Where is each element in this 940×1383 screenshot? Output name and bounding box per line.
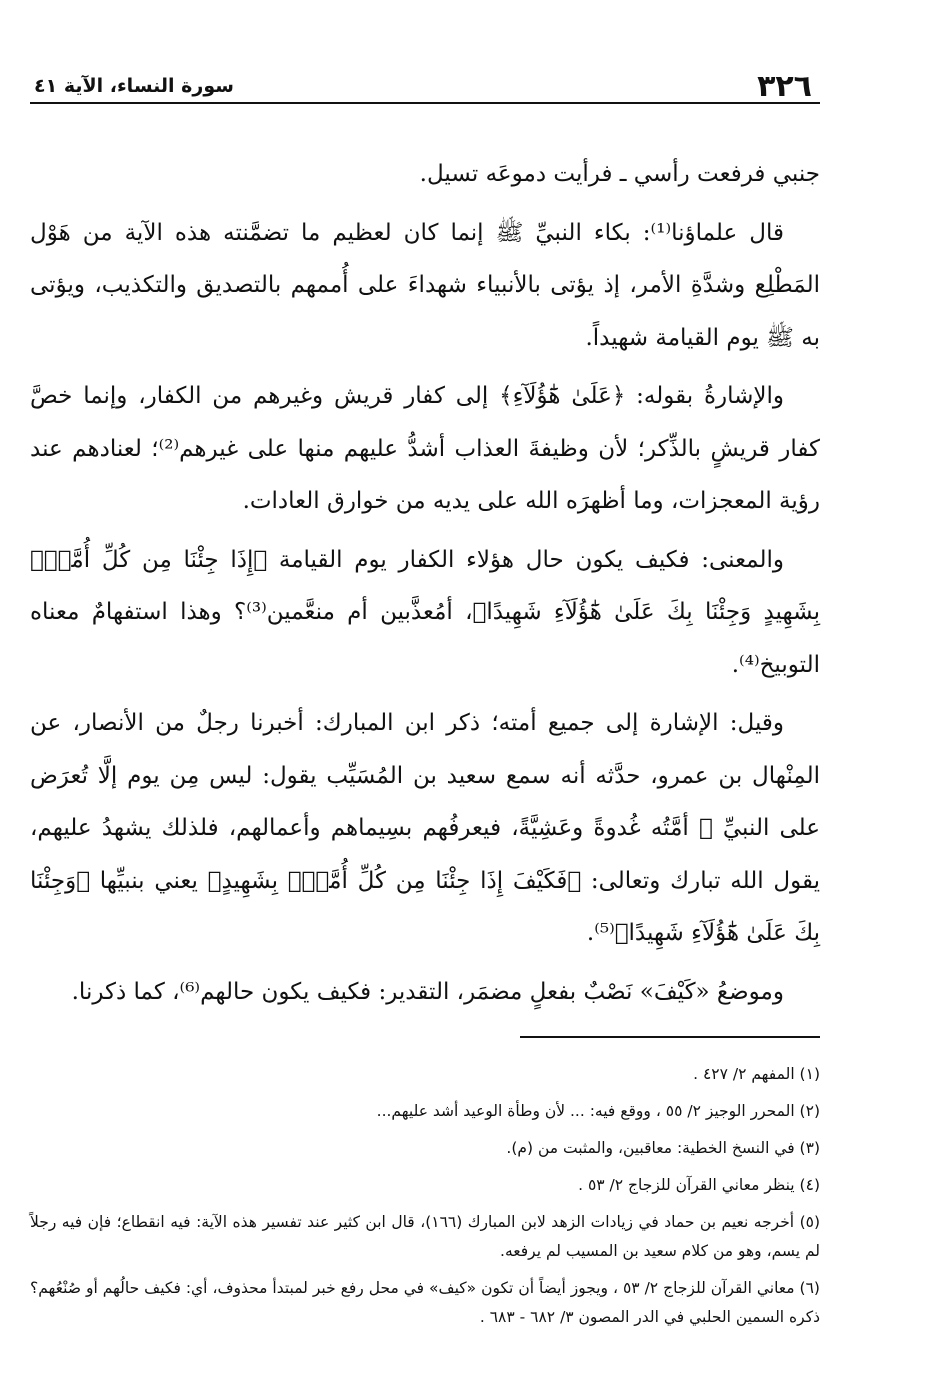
footnote-divider xyxy=(520,1036,820,1038)
main-text xyxy=(30,148,820,1024)
paragraph-6: وموضعُ «كَيْفَ» نَصْبٌ بفعلٍ مضمَر، التقدير: فكيف يكون حالهم⁽⁶⁾، كما ذكرنا. xyxy=(71,978,784,1005)
paragraph-5: وقيل: الإشارة إلى جميع أمته؛ ذكر ابن المبارك: أخبرنا رجلٌ من الأنصار، عن المِنْهال بن عمرو، حدَّثه أنه سمع سعيد بن المُسَيِّب يقول: ليس مِن يوم إلَّا تُعرَض على النبيِّ ﷺ أمَّتُه غُدوةً وعَشِيَّةً، فيعرفُهم بسِيماهم وأعمالهم، فلذلك يشهدُ عليهم، يقول الله تبارك وتعالى: ﴿فَكَيْفَ إِذَا جِئْنَا مِن كُلِّ أُمَّةٍۭ بِشَهِيدٍ﴾ يعني بنبيِّها ﴿وَجِئْنَا بِكَ عَلَىٰ هَٰٓؤُلَآءِ شَهِيدًا﴾⁽⁵⁾. xyxy=(30,710,820,946)
footnote-5: (٥) أخرجه نعيم بن حماد في زيادات الزهد لابن المبارك (١٦٦)، قال ابن كثير عند تفسير هذه الآية: فيه انقطاع؛ فإن فيه رجلاً لم يسم، وهو من كلام سعيد بن المسيب لم يرفعه. xyxy=(30,1213,821,1260)
page-number: ٣٢٦ xyxy=(757,69,812,104)
footnotes xyxy=(30,1060,820,1332)
running-header xyxy=(30,58,820,104)
paragraph-4: والمعنى: فكيف يكون حال هؤلاء الكفار يوم القيامة ﴿إِذَا جِئْنَا مِن كُلِّ أُمَّةٍۭ بِشَهِيدٍ وَجِئْنَا بِكَ عَلَىٰ هَٰٓؤُلَآءِ شَهِيدًا﴾، أمُعذَّبين أم منعَّمين⁽³⁾؟ وهذا استفهامٌ معناه التوبيخ⁽⁴⁾. xyxy=(30,546,820,678)
footnote-2: (٢) المحرر الوجيز ٢/ ٥٥ ، ووقع فيه: ... لأن وطأة الوعيد أشد عليهم... xyxy=(376,1102,820,1120)
paragraph-3: والإشارةُ بقوله: ﴿عَلَىٰ هَٰٓؤُلَآءِ﴾ إلى كفار قريش وغيرهم من الكفار، وإنما خصَّ كفار قريشٍ بالذِّكر؛ لأن وظيفةَ العذاب أشدُّ عليهم منها على غيرهم⁽²⁾؛ لعنادهم عند رؤية المعجزات، وما أظهرَه الله على يديه من خوارق العادات. xyxy=(30,383,820,514)
footnote-1: (١) المفهم ٢/ ٤٢٧ . xyxy=(693,1065,820,1083)
paragraph-1: جنبي فرفعت رأسي ـ فرأيت دموعَه تسيل. xyxy=(419,161,820,187)
surah-title: سورة النساء، الآية ٤١ xyxy=(34,75,234,97)
footnote-6: (٦) معاني القرآن للزجاج ٢/ ٥٣ ، ويجوز أيضاً أن تكون «كيف» في محل رفع خبر لمبتدأ محذوف، أي: فكيف حالُهم أو صُنْعُهم؟ ذكره السمين الحلبي في الدر المصون ٣/ ٦٨٢ - ٦٨٣ . xyxy=(30,1279,820,1326)
footnote-3: (٣) في النسخ الخطية: معاقبين، والمثبت من (م). xyxy=(506,1139,820,1157)
footnote-4: (٤) ينظر معاني القرآن للزجاج ٢/ ٥٣ . xyxy=(578,1176,820,1194)
book-page xyxy=(30,58,820,1358)
paragraph-2: قال علماؤنا⁽¹⁾: بكاء النبيِّ ﷺ إنما كان لعظيم ما تضمَّنته هذه الآية من هَوْل المَطْلِع وشدَّةِ الأمر، إذ يؤتى بالأنبياء شهداءَ على أُممهم بالتصديق والتكذيب، ويؤتى به ﷺ يوم القيامة شهيداً. xyxy=(30,219,820,351)
